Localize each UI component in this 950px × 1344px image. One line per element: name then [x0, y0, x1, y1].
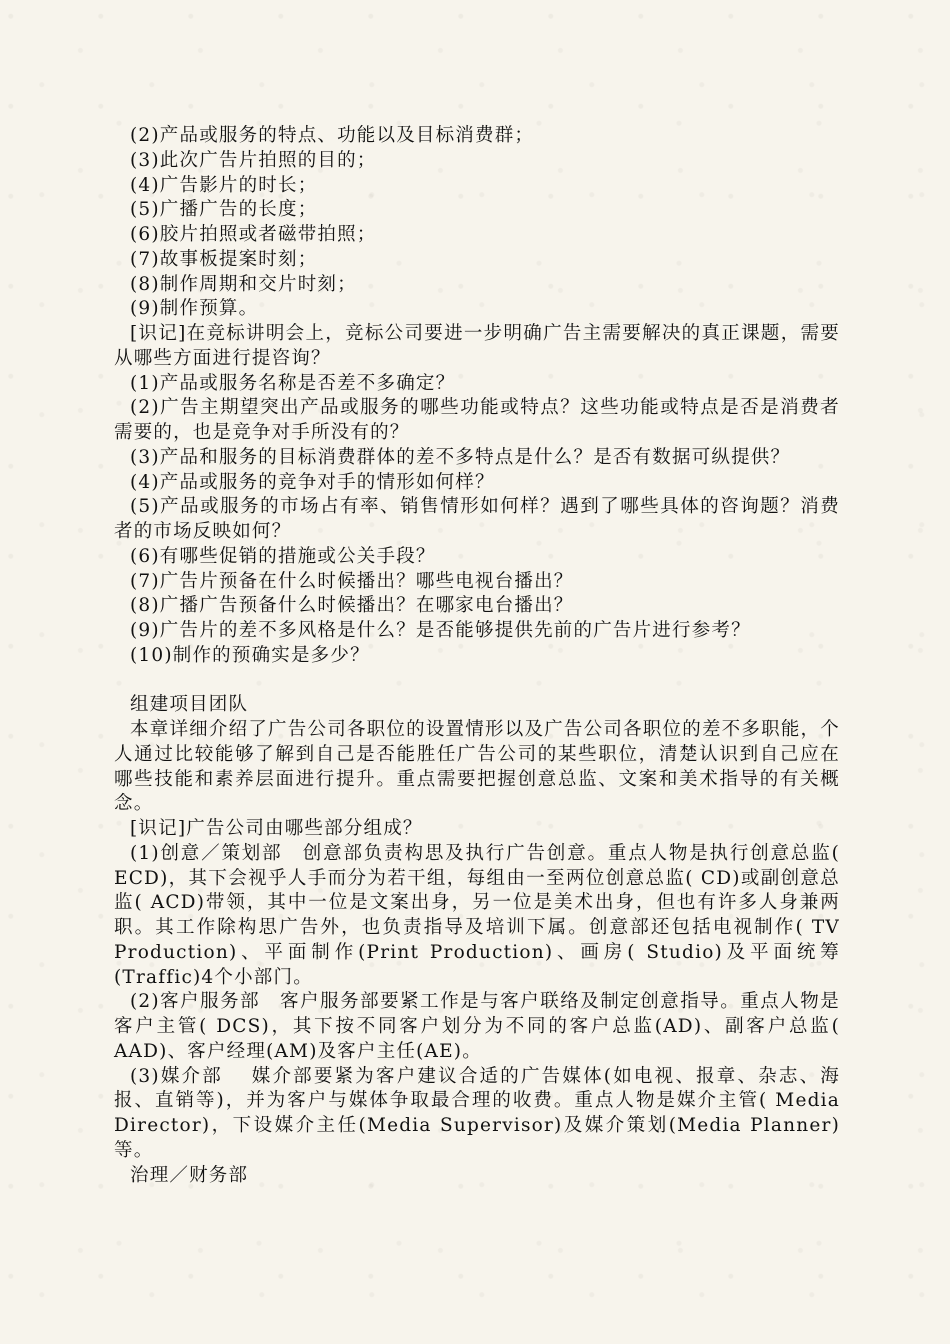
document-body	[114, 124, 840, 1188]
question-item-2: (2)广告主期望突出产品或服务的哪些功能或特点？这些功能或特点是否是消费者需要的，也是竞争对手所没有的？	[114, 397, 840, 443]
question-item-6: (6)有哪些促销的措施或公关手段？	[130, 545, 436, 567]
paragraph-item-4: (4)广告影片的时长；	[130, 174, 318, 196]
paragraph-item-6: (6)胶片拍照或者磁带拍照；	[130, 224, 377, 245]
paragraph-item-7: (7)故事板提案时刻；	[130, 248, 318, 270]
question-item-8: (8)广播广告预备什么时候播出？在哪家电台播出？	[130, 595, 574, 617]
question-item-9: (9)广告片的差不多风格是什么？是否能够提供先前的广告片进行参考？	[130, 620, 751, 641]
chapter-summary: 本章详细介绍了广告公司各职位的设置情形以及广告公司各职位的差不多职能，个人通过比较能够了解到自己是否能胜任广告公司的某些职位，清楚认识到自己应在哪些技能和素养层面进行提升。重点需要把握创意总监、文案和美术指导的有关概念。	[114, 719, 840, 815]
department-client-service: (2)客户服务部 客户服务部要紧工作是与客户联络及制定创意指导。重点人物是客户主管( DCS)，其下按不同客户划分为不同的客户总监(AD)、副客户总监( AAD)、客户经理(AM)及客户主任(AE)。	[114, 991, 840, 1062]
paragraph-item-9: (9)制作预算。	[130, 298, 259, 320]
paragraph-item-2: (2)产品或服务的特点、功能以及目标消费群；	[130, 125, 535, 146]
paragraph-item-3: (3)此次广告片拍照的目的；	[130, 149, 377, 171]
question-item-1: (1)产品或服务名称是否差不多确定？	[130, 372, 456, 394]
department-management-finance: 治理／财务部	[130, 1164, 249, 1186]
question-item-10: (10)制作的预确实是多少？	[130, 644, 370, 666]
question-item-3: (3)产品和服务的目标消费群体的差不多特点是什么？是否有数据可纵提供？	[130, 446, 791, 468]
section-heading: 组建项目团队	[130, 694, 249, 716]
paragraph-item-8: (8)制作周期和交片时刻；	[130, 273, 357, 295]
blank-line	[114, 669, 840, 694]
department-media: (3)媒介部 媒介部要紧为客户建议合适的广告媒体(如电视、报章、杂志、海报、直销等)，并为客户与媒体争取最合理的收费。重点人物是媒介主管( Media Director)，下设媒介主任(Media Supervisor)及媒介策划(Media Planner)等。	[114, 1065, 840, 1161]
question-heading-departments: [识记]广告公司由哪些部分组成？	[130, 818, 423, 839]
department-creative: (1)创意／策划部 创意部负责构思及执行广告创意。重点人物是执行创意总监( ECD)，其下会视乎人手而分为若干组，每组由一至两位创意总监( CD)或副创意总监( ACD)带领，其中一位是文案出身，另一位是美术出身，但也有许多人身兼两职。其工作除构思广告外，也负责指导及培训下属。创意部还包括电视制作( TV Production)、平面制作(Print Production)、画房( Studio)及平面统筹(Traffic)4个小部门。	[114, 842, 841, 988]
paragraph-item-5: (5)广播广告的长度；	[130, 199, 318, 221]
question-item-5: (5)产品或服务的市场占有率、销售情形如何样？遇到了哪些具体的咨询题？消费者的市场反映如何？	[114, 496, 840, 542]
question-item-7: (7)广告片预备在什么时候播出？哪些电视台播出？	[130, 570, 574, 592]
question-item-4: (4)产品或服务的竞争对手的情形如何样？	[130, 471, 495, 493]
question-heading-bidding: [识记]在竞标讲明会上，竞标公司要进一步明确广告主需要解决的真正课题，需要从哪些方面进行提咨询？	[114, 323, 840, 369]
